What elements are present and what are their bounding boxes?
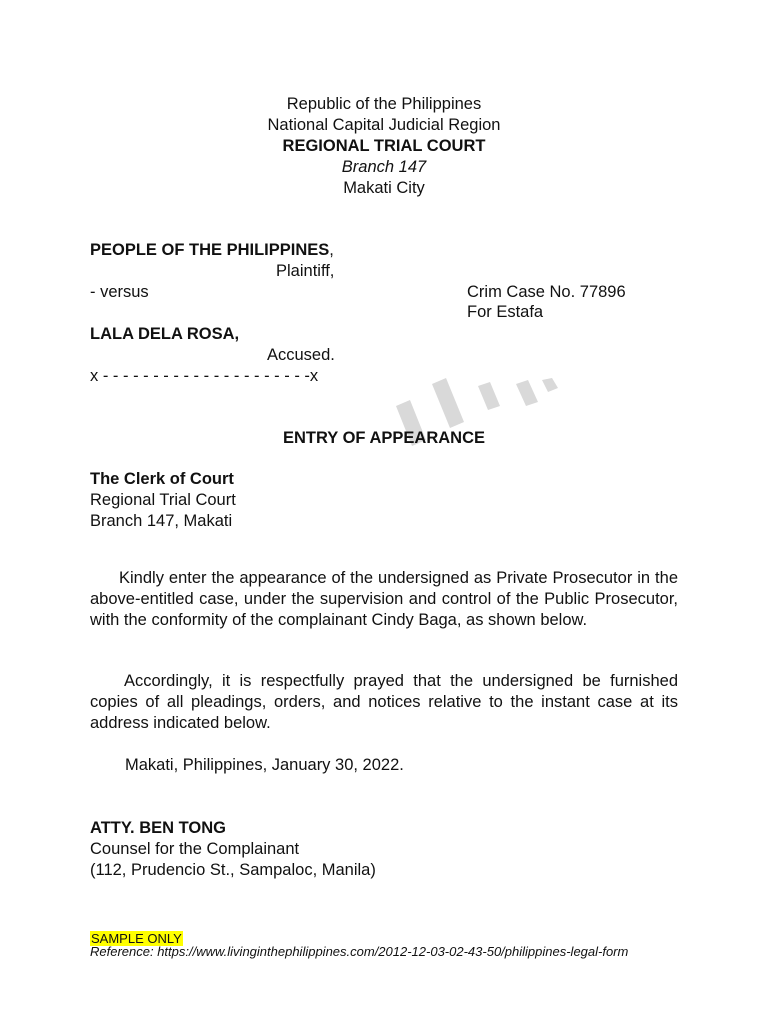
plaintiff-comma: , — [329, 241, 334, 259]
body-paragraph-1: Kindly enter the appearance of the undersigned as Private Prosecutor in the above-entitled case, under the supervision and control of the Public Prosecutor, with the conformity of the complainant Cindy Baga, as shown below. — [90, 569, 678, 629]
addressee-branch: Branch 147, Makati — [90, 512, 233, 530]
sample-highlight: SAMPLE ONLY — [91, 931, 182, 946]
header-court: REGIONAL TRIAL COURT — [282, 137, 486, 155]
case-nature: For Estafa — [467, 303, 544, 321]
document-title: ENTRY OF APPEARANCE — [283, 429, 485, 447]
signatory-role: Counsel for the Complainant — [90, 840, 300, 858]
header-branch: Branch 147 — [341, 158, 427, 176]
dateline: Makati, Philippines, January 30, 2022. — [125, 756, 404, 774]
body-paragraph-2: Accordingly, it is respectfully prayed that the undersigned be furnished copies of all pleadings, orders, and notices relative to the instant case at its address indicated below. — [90, 672, 678, 732]
header-region: National Capital Judicial Region — [267, 116, 501, 134]
accused-name: LALA DELA ROSA, — [90, 325, 240, 343]
plaintiff-name: PEOPLE OF THE PHILIPPINES — [90, 241, 330, 259]
versus-label: - versus — [90, 283, 149, 301]
reference-link[interactable]: Reference: https://www.livinginthephilippines.com/2012-12-03-02-43-50/philippines-legal-form — [90, 944, 629, 959]
plaintiff-line — [90, 240, 334, 260]
addressee-court: Regional Trial Court — [90, 491, 236, 509]
header-republic: Republic of the Philippines — [286, 95, 482, 113]
header-city: Makati City — [343, 179, 425, 197]
addressee-name: The Clerk of Court — [90, 470, 234, 488]
case-number: Crim Case No. 77896 — [467, 283, 626, 301]
accused-role: Accused. — [267, 346, 335, 364]
signatory-name: ATTY. BEN TONG — [90, 819, 226, 837]
plaintiff-role: Plaintiff, — [276, 262, 335, 280]
caption-separator: x - - - - - - - - - - - - - - - - - - - - -x — [90, 367, 319, 385]
signatory-address: (112, Prudencio St., Sampaloc, Manila) — [90, 861, 376, 879]
